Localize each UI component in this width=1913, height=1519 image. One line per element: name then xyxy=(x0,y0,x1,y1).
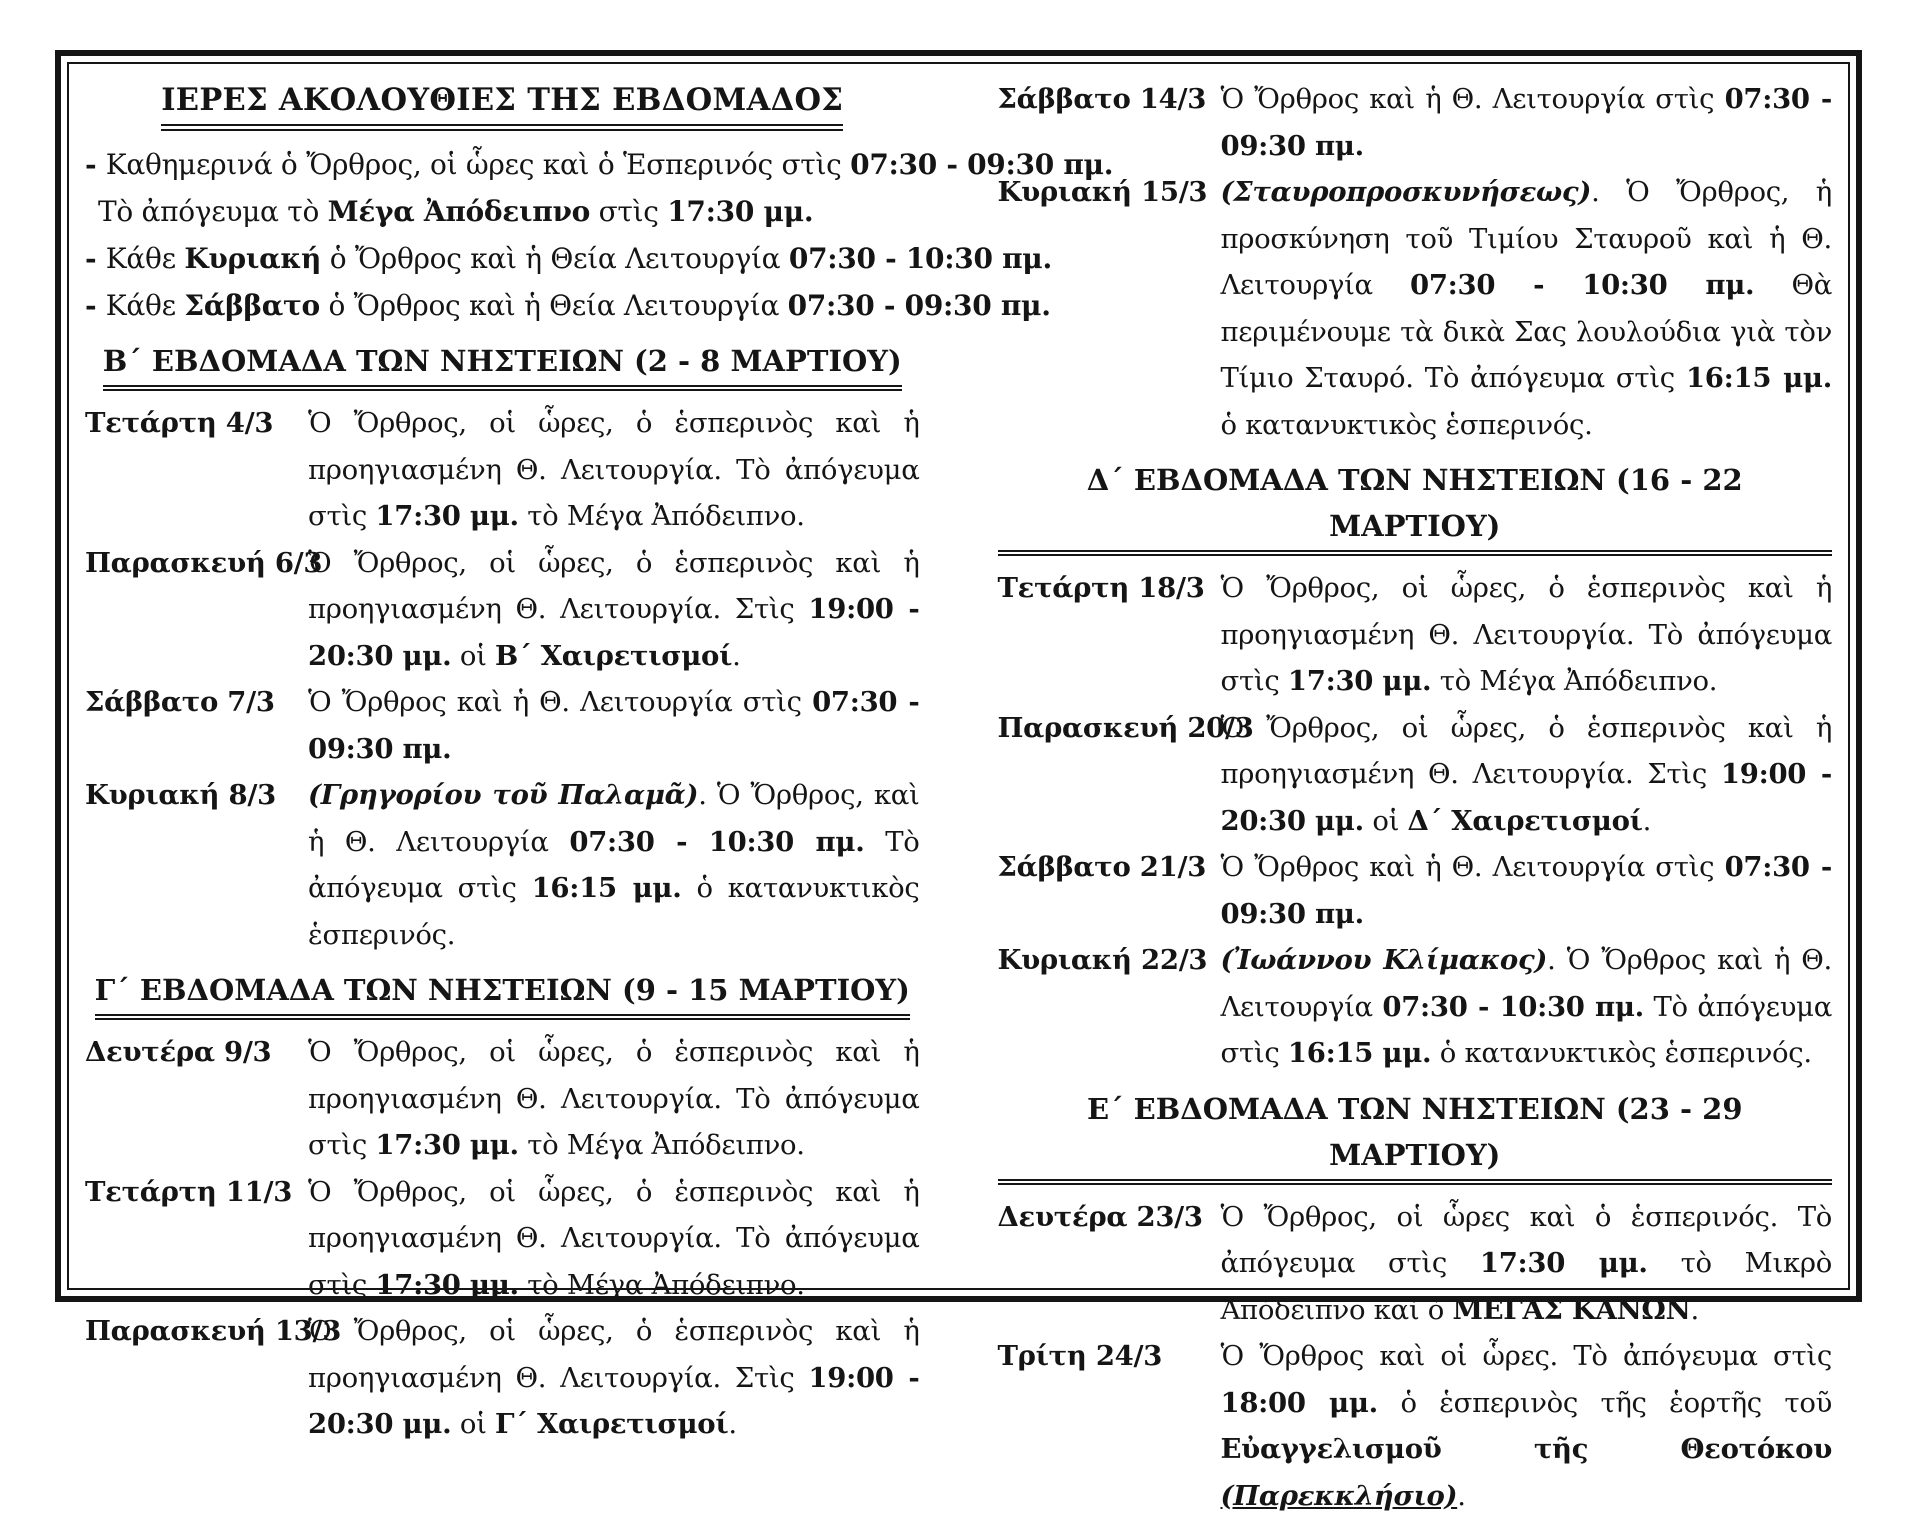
text-run: . Ὁ Ὄρθρος, ἡ προσκύνηση τοῦ Τιμίου Σταυροῦ καὶ ἡ Θ. Λειτουργία xyxy=(1221,176,1833,301)
page-inner-border xyxy=(67,62,1850,1290)
two-column-layout xyxy=(85,76,1832,1278)
entry-body xyxy=(1221,1201,1833,1326)
section-header-text: Β΄ ΕΒΔΟΜΑΔΑ ΤΩΝ ΝΗΣΤΕΙΩΝ (2 - 8 ΜΑΡΤΙΟΥ) xyxy=(103,338,902,391)
text-run: . xyxy=(732,640,740,672)
text-run: . xyxy=(1643,805,1651,837)
text-run: ΜΕΓΑΣ ΚΑΝΩΝ xyxy=(1452,1294,1690,1326)
day-label: Τετάρτη 11/3 xyxy=(85,1169,292,1216)
text-run: 17:30 μμ. xyxy=(375,1129,518,1161)
text-run: ὁ Ὄρθρος καὶ ἡ Θεία Λειτουργία xyxy=(320,289,788,322)
entry-body xyxy=(308,686,920,765)
text-run: - xyxy=(85,289,106,322)
entry-body xyxy=(1221,712,1833,837)
text-run: Γ΄ Χαιρετισμοί xyxy=(495,1408,728,1440)
entry-body xyxy=(1221,572,1833,697)
intro-bullet xyxy=(85,141,920,188)
right-column xyxy=(998,76,1833,1278)
intro-bullet xyxy=(85,188,920,235)
text-run: . Ὁ Ὄρθρος καὶ ἡ Θ. Λειτουργία xyxy=(1221,944,1833,1023)
text-run: Β΄ Χαιρετισμοί xyxy=(495,640,732,672)
section-header-text: Ε΄ ΕΒΔΟΜΑΔΑ ΤΩΝ ΝΗΣΤΕΙΩΝ (23 - 29 ΜΑΡΤΙΟΥ) xyxy=(998,1086,1833,1185)
day-label: Παρασκευή 20/3 xyxy=(998,705,1254,752)
text-run: Δ΄ Χαιρετισμοί xyxy=(1408,805,1643,837)
text-run: . Ὁ Ὄρθρος, καὶ ἡ Θ. Λειτουργία xyxy=(308,779,920,858)
schedule-entry xyxy=(998,705,1833,845)
text-run: . xyxy=(1690,1294,1698,1326)
text-run: 16:15 μμ. xyxy=(532,872,682,904)
entry-body xyxy=(308,1315,920,1440)
text-run: Θὰ περιμένουμε τὰ δικὰ Σας λουλούδια γιὰ τὸν Τίμιο Σταυρό. Τὸ ἀπόγευμα στὶς xyxy=(1221,269,1833,394)
intro-bullets xyxy=(85,141,920,329)
text-run: ὁ ἑσπερινὸς τῆς ἑορτῆς τοῦ xyxy=(1378,1387,1832,1419)
text-run: τὸ Μικρὸ Ἀπόδειπνο καὶ ὁ xyxy=(1221,1247,1833,1326)
text-run: Ὁ Ὄρθρος, οἱ ὧρες, ὁ ἑσπερινὸς καὶ ἡ προηγιασμένη Θ. Λειτουργία. Τὸ ἀπόγευμα στὶς xyxy=(308,1176,920,1301)
page-border xyxy=(55,50,1862,1302)
text-run: Ὁ Ὄρθρος, οἱ ὧρες, ὁ ἑσπερινὸς καὶ ἡ προηγιασμένη Θ. Λειτουργία. Τὸ ἀπόγευμα στὶς xyxy=(308,407,920,532)
text-run: Τὸ ἀπόγευμα στὶς xyxy=(308,826,920,905)
text-run: 07:30 - 09:30 πμ. xyxy=(1221,83,1833,162)
entry-body xyxy=(308,407,920,532)
text-run: 07:30 - 10:30 πμ. xyxy=(569,826,864,858)
text-run: 16:15 μμ. xyxy=(1288,1037,1431,1069)
schedule-entry xyxy=(85,679,920,772)
entry-body xyxy=(308,547,920,672)
day-label: Τετάρτη 4/3 xyxy=(85,400,273,447)
document-title-text: ΙΕΡΕΣ ΑΚΟΛΟΥΘΙΕΣ ΤΗΣ ΕΒΔΟΜΑΔΟΣ xyxy=(161,78,843,131)
document-title xyxy=(85,78,920,131)
text-run: Κάθε xyxy=(106,289,185,322)
text-run: Ὁ Ὄρθρος καὶ οἱ ὧρες. Τὸ ἀπόγευμα στὶς xyxy=(1221,1340,1833,1372)
text-run: 17:30 μμ. xyxy=(1480,1247,1648,1279)
left-column xyxy=(85,76,920,1278)
day-label: Τρίτη 24/3 xyxy=(998,1333,1163,1380)
text-run: 17:30 μμ. xyxy=(667,195,813,228)
text-run: Ὁ Ὄρθρος καὶ ἡ Θ. Λειτουργία στὶς xyxy=(1221,851,1725,883)
week-section xyxy=(85,967,920,1448)
text-run: Καθημερινά ὁ Ὄρθρος, οἱ ὧρες καὶ ὁ Ἑσπερινός στὶς xyxy=(106,148,850,181)
schedule-entry xyxy=(998,1333,1833,1519)
text-run: Ὁ Ὄρθρος, οἱ ὧρες, ὁ ἑσπερινὸς καὶ ἡ προηγιασμένη Θ. Λειτουργία. Στὶς xyxy=(1221,712,1833,791)
day-label: Κυριακή 22/3 xyxy=(998,937,1208,984)
text-run: Εὐαγγελισμοῦ τῆς Θεοτόκου xyxy=(1221,1433,1833,1465)
entry-body xyxy=(1221,1340,1833,1512)
text-run: στὶς xyxy=(590,195,667,228)
intro-bullet xyxy=(85,282,920,329)
text-run: 19:00 - 20:30 μμ. xyxy=(1221,758,1833,837)
text-run: τὸ Μέγα Ἀπόδειπνο. xyxy=(519,500,805,532)
text-run: - xyxy=(85,242,106,275)
week-section xyxy=(85,338,920,958)
week-section xyxy=(998,76,1833,448)
intro-bullet xyxy=(85,235,920,282)
schedule-entry xyxy=(998,76,1833,169)
schedule-entry xyxy=(85,540,920,680)
text-run: 17:30 μμ. xyxy=(1288,665,1431,697)
text-run: Ὁ Ὄρθρος, οἱ ὧρες, ὁ ἑσπερινὸς καὶ ἡ προηγιασμένη Θ. Λειτουργία. Στὶς xyxy=(308,1315,920,1394)
text-run: Μέγα Ἀπόδειπνο xyxy=(328,195,590,228)
section-header xyxy=(85,338,920,391)
text-run: οἱ xyxy=(451,1408,495,1440)
text-run: - xyxy=(85,148,106,181)
section-header-text: Γ΄ ΕΒΔΟΜΑΔΑ ΤΩΝ ΝΗΣΤΕΙΩΝ (9 - 15 ΜΑΡΤΙΟΥ) xyxy=(95,967,910,1020)
text-run: 16:15 μμ. xyxy=(1686,362,1832,394)
text-run: τὸ Μέγα Ἀπόδειπνο. xyxy=(1431,665,1717,697)
schedule-entry xyxy=(998,937,1833,1077)
text-run: Ὁ Ὄρθρος, οἱ ὧρες καὶ ὁ ἑσπερινός. Τὸ ἀπόγευμα στὶς xyxy=(1221,1201,1833,1280)
day-label: Δευτέρα 9/3 xyxy=(85,1029,271,1076)
text-run: (Σταυροπροσκυνήσεως) xyxy=(1221,176,1592,208)
text-run: 17:30 μμ. xyxy=(375,500,518,532)
section-header xyxy=(998,1086,1833,1185)
text-run: 17:30 μμ. xyxy=(375,1269,518,1301)
text-run: Ὁ Ὄρθρος, οἱ ὧρες, ὁ ἑσπερινὸς καὶ ἡ προηγιασμένη Θ. Λειτουργία. Τὸ ἀπόγευμα στὶς xyxy=(308,1036,920,1161)
week-section xyxy=(998,457,1833,1077)
text-run: ὁ κατανυκτικὸς ἑσπερινός. xyxy=(308,872,920,951)
text-run: (Ἰωάννου Κλίμακος) xyxy=(1221,944,1548,976)
text-run: 07:30 - 09:30 πμ. xyxy=(788,289,1051,322)
day-label: Κυριακή 15/3 xyxy=(998,169,1208,216)
text-run: Ὁ Ὄρθρος, οἱ ὧρες, ὁ ἑσπερινὸς καὶ ἡ προηγιασμένη Θ. Λειτουργία. Στὶς xyxy=(308,547,920,626)
schedule-entry xyxy=(998,169,1833,448)
entry-body xyxy=(308,1036,920,1161)
day-label: Σάββατο 7/3 xyxy=(85,679,275,726)
text-run: 07:30 - 09:30 πμ. xyxy=(1221,851,1833,930)
text-run: . xyxy=(1457,1480,1465,1512)
schedule-entry xyxy=(998,565,1833,705)
schedule-entry xyxy=(85,1029,920,1169)
text-run: 07:30 - 10:30 πμ. xyxy=(1410,269,1754,301)
text-run: τὸ Μέγα Ἀπόδειπνο. xyxy=(519,1129,805,1161)
week-section xyxy=(998,1086,1833,1519)
day-label: Σάββατο 21/3 xyxy=(998,844,1207,891)
entry-body xyxy=(1221,176,1833,441)
entry-body xyxy=(308,779,920,951)
entry-body xyxy=(308,1176,920,1301)
text-run: ὁ κατανυκτικὸς ἑσπερινός. xyxy=(1221,409,1593,441)
day-label: Σάββατο 14/3 xyxy=(998,76,1207,123)
text-run: 07:30 - 10:30 πμ. xyxy=(1382,991,1644,1023)
text-run: 19:00 - 20:30 μμ. xyxy=(308,593,920,672)
text-run: οἱ xyxy=(1364,805,1408,837)
text-run: . xyxy=(728,1408,736,1440)
section-header xyxy=(998,457,1833,556)
text-run: 07:30 - 09:30 πμ. xyxy=(308,686,920,765)
text-run: Ὁ Ὄρθρος, οἱ ὧρες, ὁ ἑσπερινὸς καὶ ἡ προηγιασμένη Θ. Λειτουργία. Τὸ ἀπόγευμα στὶς xyxy=(1221,572,1833,697)
section-header-text: Δ΄ ΕΒΔΟΜΑΔΑ ΤΩΝ ΝΗΣΤΕΙΩΝ (16 - 22 ΜΑΡΤΙΟΥ) xyxy=(998,457,1833,556)
entry-body xyxy=(1221,851,1833,930)
text-run: 18:00 μμ. xyxy=(1221,1387,1378,1419)
day-label: Δευτέρα 23/3 xyxy=(998,1194,1203,1241)
text-run: Τὸ ἀπόγευμα τὸ xyxy=(98,195,328,228)
text-run: Ὁ Ὄρθρος καὶ ἡ Θ. Λειτουργία στὶς xyxy=(1221,83,1725,115)
schedule-entry xyxy=(998,1194,1833,1334)
section-header xyxy=(85,967,920,1020)
text-run: οἱ xyxy=(451,640,495,672)
day-label: Παρασκευή 6/3 xyxy=(85,540,322,587)
text-run: Κάθε xyxy=(106,242,185,275)
day-label: Παρασκευή 13/3 xyxy=(85,1308,341,1355)
text-run: Τὸ ἀπόγευμα στὶς xyxy=(1221,991,1833,1070)
text-run: 07:30 - 10:30 πμ. xyxy=(789,242,1052,275)
day-label: Κυριακή 8/3 xyxy=(85,772,276,819)
text-run: Σάββατο xyxy=(184,289,320,322)
schedule-entry xyxy=(998,844,1833,937)
day-label: Τετάρτη 18/3 xyxy=(998,565,1205,612)
text-run: 07:30 - 09:30 πμ. xyxy=(850,148,1113,181)
entry-body xyxy=(1221,83,1833,162)
text-run: ὁ κατανυκτικὸς ἑσπερινός. xyxy=(1431,1037,1812,1069)
text-run: Ὁ Ὄρθρος καὶ ἡ Θ. Λειτουργία στὶς xyxy=(308,686,812,718)
schedule-entry xyxy=(85,1308,920,1448)
text-run: Κυριακή xyxy=(184,242,321,275)
text-run: (Γρηγορίου τοῦ Παλαμᾶ) xyxy=(308,779,698,811)
schedule-entry xyxy=(85,1169,920,1309)
text-run: 19:00 - 20:30 μμ. xyxy=(308,1362,920,1441)
entry-body xyxy=(1221,944,1833,1069)
text-run: τὸ Μέγα Ἀπόδειπνο. xyxy=(519,1269,805,1301)
schedule-entry xyxy=(85,772,920,958)
text-run: ὁ Ὄρθρος καὶ ἡ Θεία Λειτουργία xyxy=(321,242,789,275)
schedule-entry xyxy=(85,400,920,540)
text-run: (Παρεκκλήσιο) xyxy=(1221,1480,1458,1512)
